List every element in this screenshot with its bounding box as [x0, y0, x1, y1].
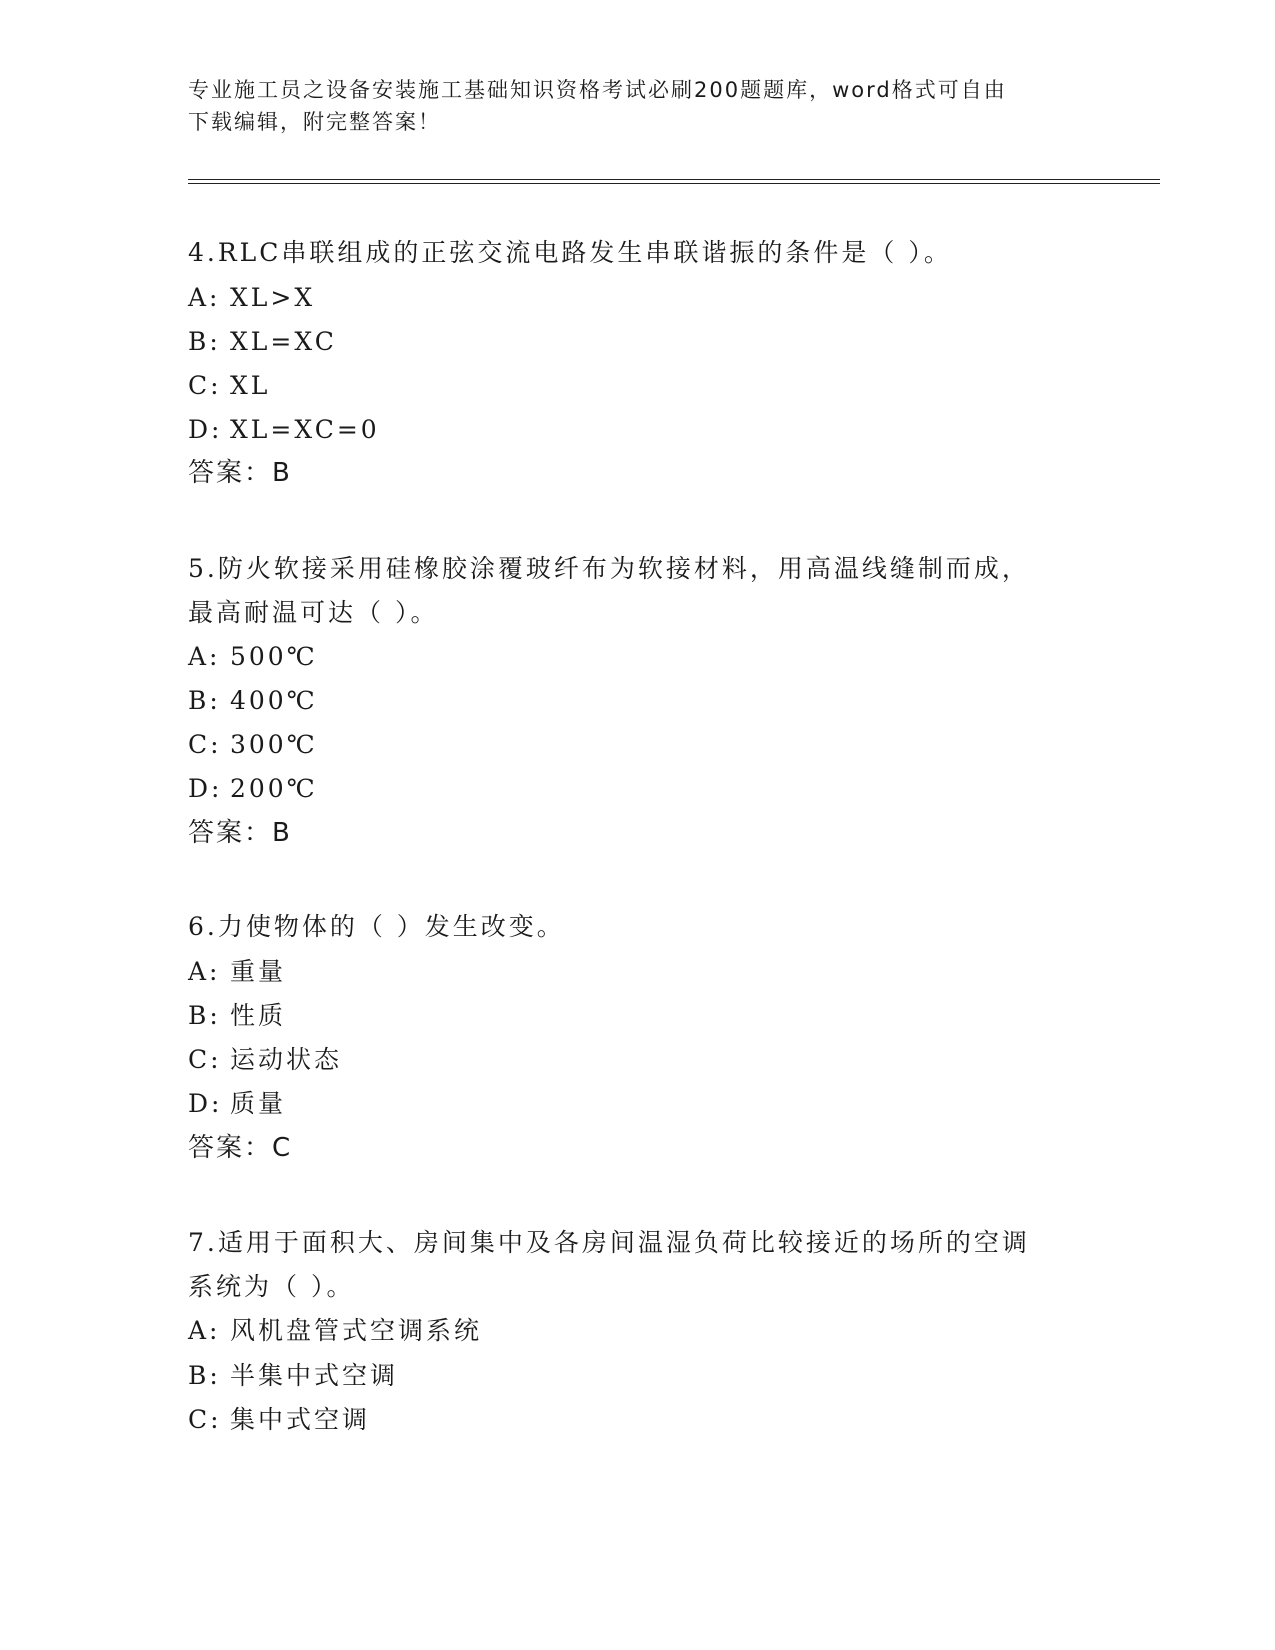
- option-key: D:: [188, 774, 223, 803]
- option-text: 性质: [230, 1001, 287, 1030]
- question-7-stem-line-2: 系统为（ ）。: [188, 1272, 355, 1301]
- document-header: [188, 74, 1068, 138]
- header-divider-bottom: [188, 183, 1160, 184]
- option-key: C:: [188, 1045, 222, 1074]
- option-key: A:: [188, 642, 221, 671]
- question-5-option-d: [188, 772, 318, 806]
- option-text: 质量: [230, 1089, 287, 1118]
- option-key: C:: [188, 730, 222, 759]
- option-key: B:: [188, 1001, 221, 1030]
- question-4-answer: 答案：B: [188, 458, 292, 488]
- question-4-option-d: [188, 413, 380, 447]
- question-6-option-a: [188, 955, 286, 989]
- option-text: XL: [230, 371, 271, 400]
- question-5-option-a: [188, 640, 318, 674]
- question-4-option-b: [188, 325, 337, 359]
- option-key: B:: [188, 1361, 221, 1390]
- option-text: 重量: [230, 957, 287, 986]
- question-5-answer: 答案：B: [188, 818, 292, 848]
- question-5-option-b: [188, 684, 318, 718]
- option-key: C:: [188, 371, 222, 400]
- question-7-option-b: [188, 1359, 398, 1393]
- option-text: 运动状态: [230, 1045, 343, 1074]
- question-4-option-c: [188, 369, 270, 403]
- question-5-stem-line-2: 最高耐温可达（ ）。: [188, 598, 439, 627]
- question-6-option-b: [188, 999, 286, 1033]
- header-divider-top: [188, 179, 1160, 180]
- question-7-option-c: [188, 1403, 370, 1437]
- option-key: D:: [188, 1089, 223, 1118]
- option-text: 半集中式空调: [230, 1361, 399, 1390]
- option-text: 300℃: [230, 730, 318, 759]
- question-6-option-c: [188, 1043, 342, 1077]
- option-text: 集中式空调: [230, 1405, 371, 1434]
- option-key: B:: [188, 327, 221, 356]
- question-5-option-c: [188, 728, 318, 762]
- header-line-2: 下载编辑，附完整答案！: [188, 110, 441, 134]
- option-text: XL=XC: [230, 327, 337, 356]
- option-text: XL=XC=0: [230, 415, 380, 444]
- question-7-stem-line-1: 7.适用于面积大、房间集中及各房间温湿负荷比较接近的场所的空调: [188, 1228, 1030, 1257]
- option-key: A:: [188, 283, 221, 312]
- question-4-stem: 4.RLC串联组成的正弦交流电路发生串联谐振的条件是（ ）。: [188, 238, 952, 267]
- option-text: 400℃: [230, 686, 318, 715]
- option-text: 500℃: [230, 642, 318, 671]
- option-key: B:: [188, 686, 221, 715]
- question-5-stem-line-1: 5.防火软接采用硅橡胶涂覆玻纤布为软接材料，用高温线缝制而成，: [188, 554, 1030, 583]
- option-text: 风机盘管式空调系统: [230, 1316, 483, 1345]
- option-text: XL>X: [230, 283, 316, 312]
- option-key: A:: [188, 957, 221, 986]
- option-key: C:: [188, 1405, 222, 1434]
- question-7-option-a: [188, 1314, 482, 1348]
- option-text: 200℃: [230, 774, 318, 803]
- option-key: A:: [188, 1316, 221, 1345]
- question-4-option-a: [188, 281, 315, 315]
- question-6-option-d: [188, 1087, 286, 1121]
- question-6-stem: 6.力使物体的（ ）发生改变。: [188, 912, 565, 941]
- option-key: D:: [188, 415, 223, 444]
- header-line-1: 专业施工员之设备安装施工基础知识资格考试必刷200题题库，word格式可自由: [188, 78, 1007, 102]
- question-6-answer: 答案：C: [188, 1133, 293, 1163]
